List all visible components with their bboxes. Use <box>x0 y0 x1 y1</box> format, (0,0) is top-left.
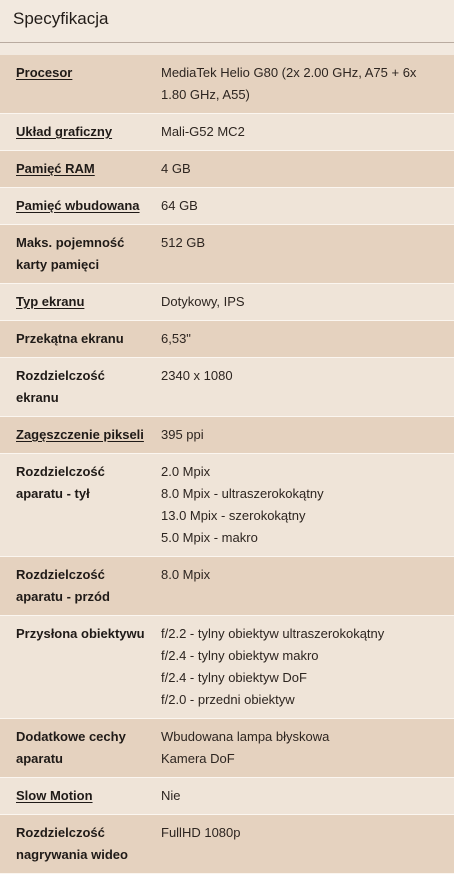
spec-row-pixel-density <box>0 417 454 454</box>
spec-label: Rozdzielczość aparatu - tył <box>16 464 105 501</box>
spec-row-aperture <box>0 616 454 719</box>
spec-value: 2.0 Mpix 8.0 Mpix - ultraszerokokątny 13.0 Mpix - szerokokątny 5.0 Mpix - makro <box>161 464 324 545</box>
spec-value: Nie <box>161 788 181 803</box>
spec-label[interactable]: Układ graficzny <box>16 124 113 139</box>
spec-label: Rozdzielczość nagrywania wideo <box>16 825 128 862</box>
spec-value: 4 GB <box>161 161 191 176</box>
spec-value: MediaTek Helio G80 (2x 2.00 GHz, A75 + 6x 1.80 GHz, A55) <box>161 65 417 102</box>
page-title: Specyfikacja <box>13 9 109 28</box>
spec-row-memory-card <box>0 225 454 284</box>
spec-label[interactable]: Procesor <box>16 65 73 80</box>
spec-value: 395 ppi <box>161 427 204 442</box>
spec-row-rear-camera <box>0 454 454 557</box>
spec-value: 8.0 Mpix <box>161 567 211 582</box>
spec-row-front-camera <box>0 557 454 616</box>
spec-label: Dodatkowe cechy aparatu <box>16 729 126 766</box>
spec-value: Dotykowy, IPS <box>161 294 245 309</box>
spec-row-slow-motion <box>0 778 454 815</box>
spec-value: 2340 x 1080 <box>161 368 233 383</box>
spec-label: Przysłona obiektywu <box>16 626 145 641</box>
spec-value: 512 GB <box>161 235 206 250</box>
spec-row-ram <box>0 151 454 188</box>
spec-label: Maks. pojemność karty pamięci <box>16 235 125 272</box>
spec-table <box>0 55 454 874</box>
spec-label: Rozdzielczość aparatu - przód <box>16 567 110 604</box>
spec-row-screen-size <box>0 321 454 358</box>
spec-label: Przekątna ekranu <box>16 331 124 346</box>
spec-value: 6,53" <box>161 331 191 346</box>
spec-label[interactable]: Typ ekranu <box>16 294 85 309</box>
spec-value: f/2.2 - tylny obiektyw ultraszerokokątny f/2.4 - tylny obiektyw makro f/2.4 - tylny obiektyw DoF f/2.0 - przedni obiektyw <box>161 626 385 707</box>
spec-row-video-resolution <box>0 815 454 874</box>
spec-label[interactable]: Slow Motion <box>16 788 93 803</box>
spec-value: Mali-G52 MC2 <box>161 124 245 139</box>
spec-row-screen-type <box>0 284 454 321</box>
title-divider <box>0 42 454 43</box>
spec-row-camera-features <box>0 719 454 778</box>
spec-row-processor <box>0 55 454 114</box>
spec-value: Wbudowana lampa błyskowa Kamera DoF <box>161 729 330 766</box>
spec-row-gpu <box>0 114 454 151</box>
spec-row-screen-resolution <box>0 358 454 417</box>
spec-value: 64 GB <box>161 198 198 213</box>
spec-label[interactable]: Pamięć RAM <box>16 161 95 176</box>
spec-label: Rozdzielczość ekranu <box>16 368 105 405</box>
spec-label[interactable]: Pamięć wbudowana <box>16 198 140 213</box>
spec-label[interactable]: Zagęszczenie pikseli <box>16 427 144 442</box>
spec-value: FullHD 1080p <box>161 825 241 840</box>
spec-row-storage <box>0 188 454 225</box>
